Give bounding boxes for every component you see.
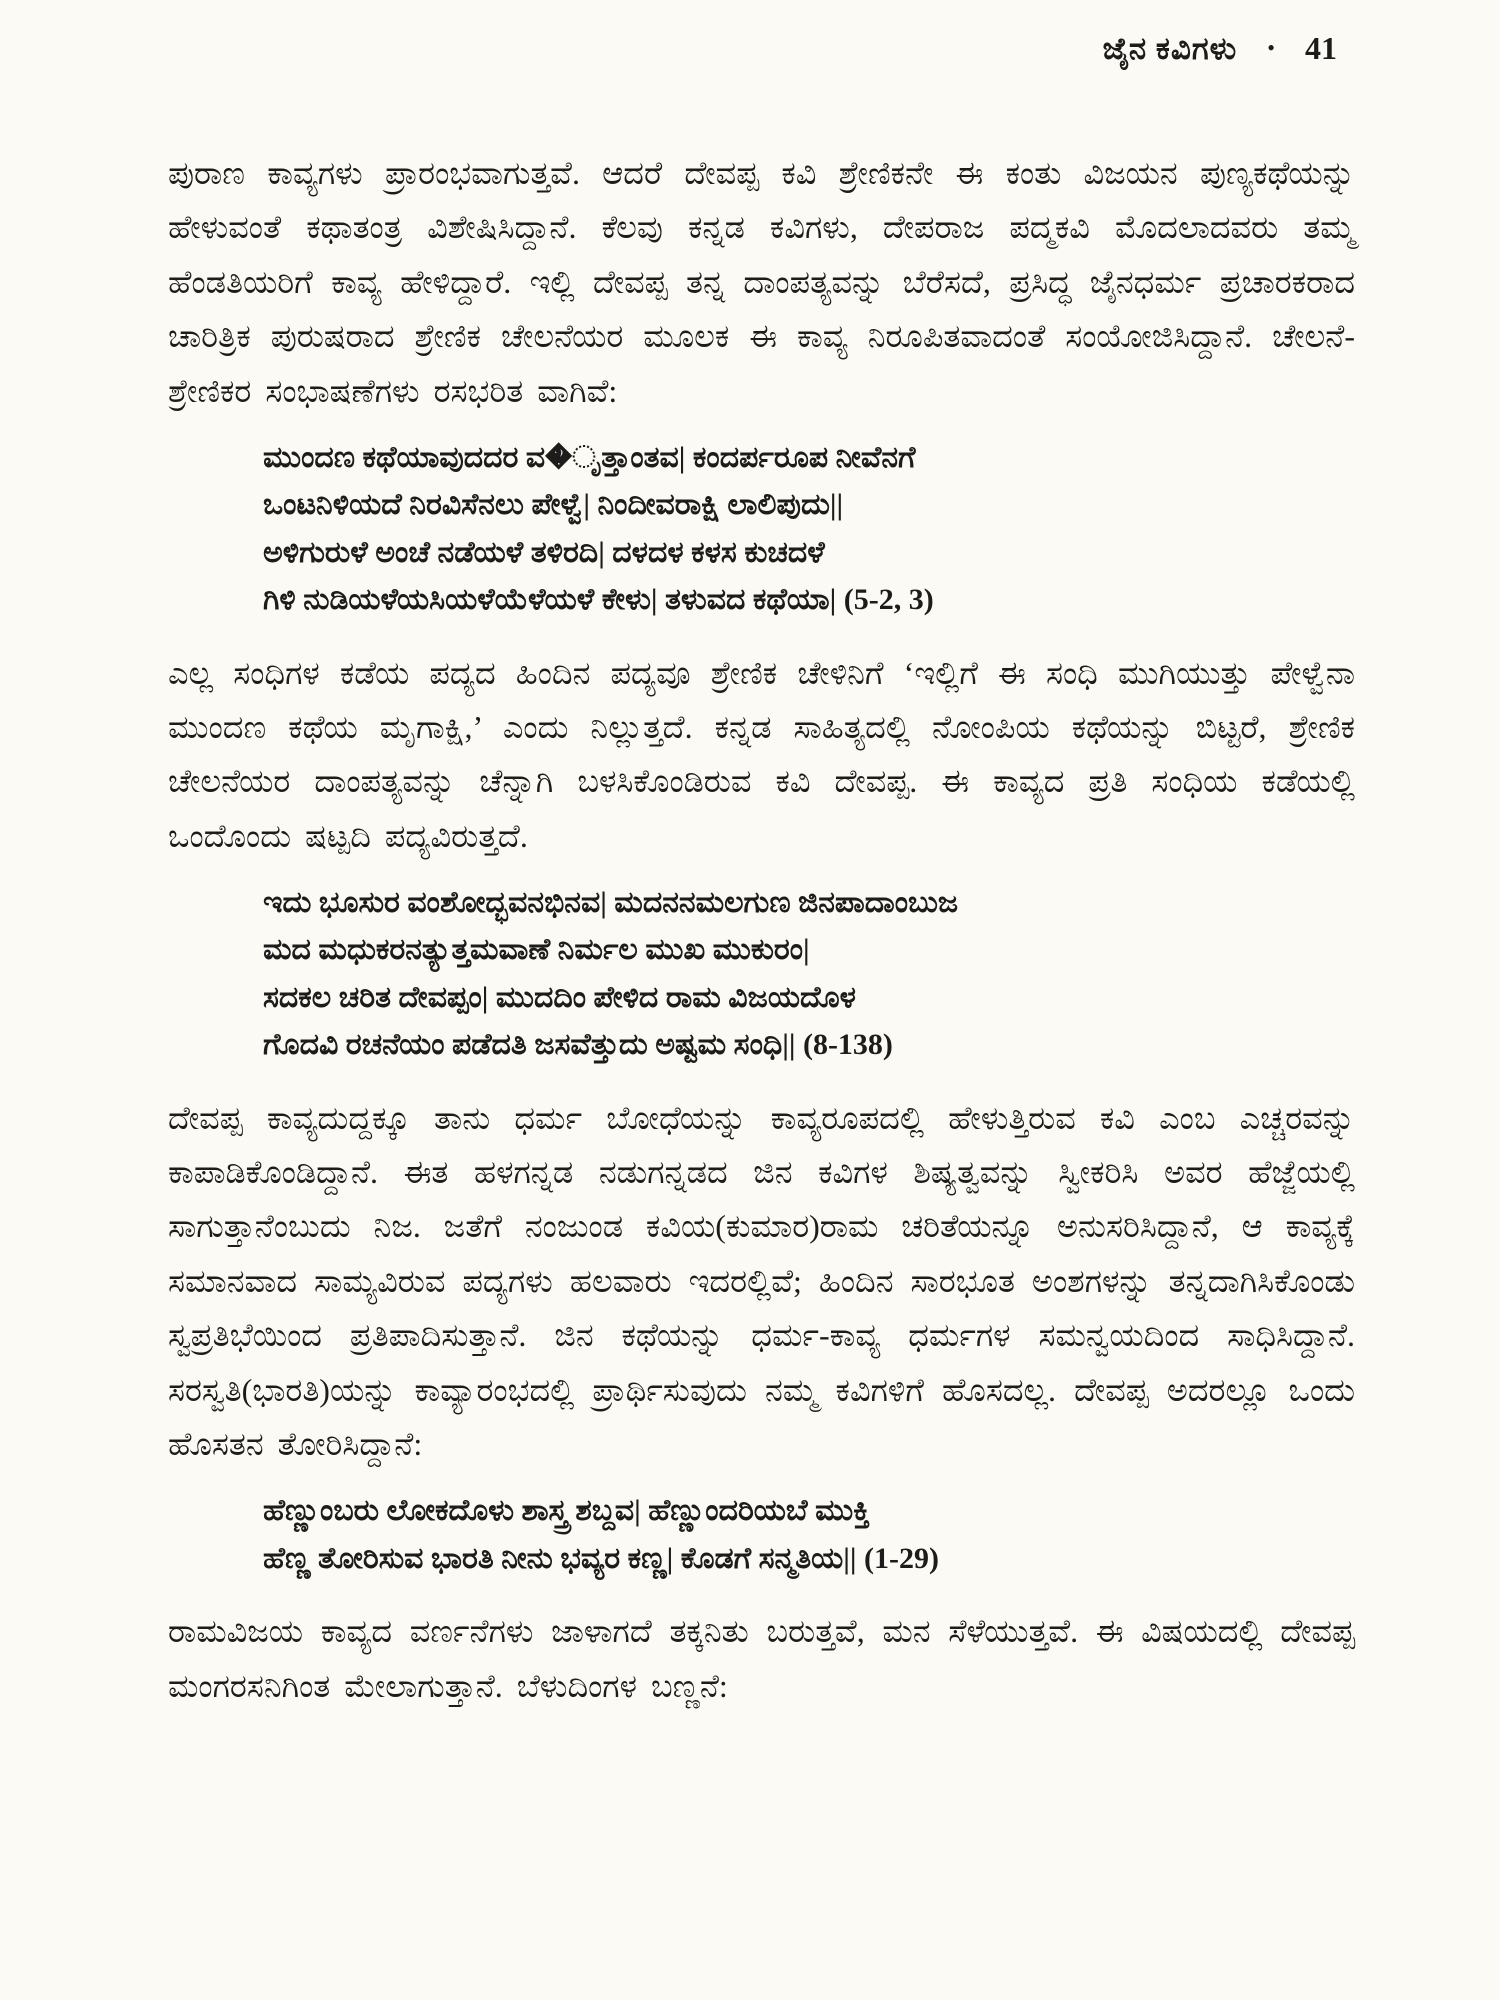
verse-line: ಮದ ಮಧುಕರನತ್ಯುತ್ತಮವಾಣೆ ನಿರ್ಮಲ ಮುಖ ಮುಕುರಂ|	[263, 933, 810, 967]
verse-line: ಅಳಿಗುರುಳೆ ಅಂಚೆ ನಡೆಯಳೆ ತಳಿರದಿ| ದಳದಳ ಕಳಸ ಕುಚದಳೆ	[263, 535, 825, 569]
verse-line: ಹೆಣ್ಣುಂಬರು ಲೋಕದೊಳು ಶಾಸ್ತ್ರ ಶಬ್ದವ| ಹೆಣ್ಣುಂದರಿಯಬೆ ಮುಕ್ತಿ	[263, 1494, 870, 1528]
verse-line: ಇದು ಭೂಸುರ ವಂಶೋದ್ಭವನಭಿನವ| ಮದನನಮಲಗುಣ ಜಿನಪಾದಾಂಬುಜ	[263, 886, 959, 920]
verse-block-1	[263, 434, 1315, 624]
verse-block-2	[263, 879, 1315, 1069]
paragraph-3: ದೇವಪ್ಪ ಕಾವ್ಯದುದ್ದಕ್ಕೂ ತಾನು ಧರ್ಮ ಬೋಧೆಯನ್ನು ಕಾವ್ಯರೂಪದಲ್ಲಿ ಹೇಳುತ್ತಿರುವ ಕವಿ ಎಂಬ ಎಚ್ಚರವನ್ನು ಕಾಪಾಡಿಕೊಂಡಿದ್ದಾನೆ. ಈತ ಹಳಗನ್ನಡ ನಡುಗನ್ನಡದ ಜಿನ ಕವಿಗಳ ಶಿಷ್ಯತ್ವವನ್ನು ಸ್ವೀಕರಿಸಿ ಅವರ ಹೆಜ್ಜೆಯಲ್ಲಿ ಸಾಗುತ್ತಾನೆಂಬುದು ನಿಜ. ಜತೆಗೆ ನಂಜುಂಡ ಕವಿಯ(ಕುಮಾರ)ರಾಮ ಚರಿತೆಯನ್ನೂ ಅನುಸರಿಸಿದ್ದಾನೆ, ಆ ಕಾವ್ಯಕ್ಕೆ ಸಮಾನವಾದ ಸಾಮ್ಯವಿರುವ ಪದ್ಯಗಳು ಹಲವಾರು ಇದರಲ್ಲಿವೆ; ಹಿಂದಿನ ಸಾರಭೂತ ಅಂಶಗಳನ್ನು ತನ್ನದಾಗಿಸಿಕೊಂಡು ಸ್ವಪ್ರತಿಭೆಯಿಂದ ಪ್ರತಿಪಾದಿಸುತ್ತಾನೆ. ಜಿನ ಕಥೆಯನ್ನು ಧರ್ಮ-ಕಾವ್ಯ ಧರ್ಮಗಳ ಸಮನ್ವಯದಿಂದ ಸಾಧಿಸಿದ್ದಾನೆ. ಸರಸ್ವತಿ(ಭಾರತಿ)ಯನ್ನು ಕಾವ್ಯಾರಂಭದಲ್ಲಿ ಪ್ರಾರ್ಥಿಸುವುದು ನಮ್ಮ ಕವಿಗಳಿಗೆ ಹೊಸದಲ್ಲ. ದೇವಪ್ಪ ಅದರಲ್ಲೂ ಒಂದು ಹೊಸತನ ತೋರಿಸಿದ್ದಾನೆ:	[168, 1099, 1355, 1462]
page-header	[168, 30, 1355, 68]
verse-line: ಗೊದವಿ ರಚನೆಯಂ ಪಡೆದತಿ ಜಸವೆತ್ತುದು ಅಷ್ಟಮ ಸಂಧಿ|| (8-138)	[263, 1028, 893, 1062]
bullet-separator: •	[1267, 35, 1275, 60]
paragraph-2: ಎಲ್ಲ ಸಂಧಿಗಳ ಕಡೆಯ ಪದ್ಯದ ಹಿಂದಿನ ಪದ್ಯವೂ ಶ್ರೇಣಿಕ ಚೇಳಿನಿಗೆ ‘ಇಲ್ಲಿಗೆ ಈ ಸಂಧಿ ಮುಗಿಯುತ್ತು ಪೇಳ್ವೆನಾ ಮುಂದಣ ಕಥೆಯ ಮೃಗಾಕ್ಷಿ,’ ಎಂದು ನಿಲ್ಲುತ್ತದೆ. ಕನ್ನಡ ಸಾಹಿತ್ಯದಲ್ಲಿ ನೋಂಪಿಯ ಕಥೆಯನ್ನು ಬಿಟ್ಟರೆ, ಶ್ರೇಣಿಕ ಚೇಲನೆಯರ ದಾಂಪತ್ಯವನ್ನು ಚೆನ್ನಾಗಿ ಬಳಸಿಕೊಂಡಿರುವ ಕವಿ ದೇವಪ್ಪ. ಈ ಕಾವ್ಯದ ಪ್ರತಿ ಸಂಧಿಯ ಕಡೆಯಲ್ಲಿ ಒಂದೊಂದು ಷಟ್ಪದಿ ಪದ್ಯವಿರುತ್ತದೆ.	[168, 654, 1355, 854]
verse-line: ಹೆಣ್ಣ ತೋರಿಸುವ ಭಾರತಿ ನೀನು ಭವ್ಯರ ಕಣ್ಣ| ಕೊಡಗೆ ಸನ್ಮತಿಯ|| (1-29)	[263, 1541, 939, 1575]
verse-line: ಸದಕಲ ಚರಿತ ದೇವಪ್ಪಂ| ಮುದದಿಂ ಪೇಳಿದ ರಾಮ ವಿಜಯದೊಳ	[263, 980, 856, 1014]
verse-block-3	[263, 1487, 1315, 1582]
verse-line: ಗಿಳಿ ನುಡಿಯಳೆಯಸಿಯಳೆಯೆಳೆಯಳೆ ಕೇಳು| ತಳುವದ ಕಥೆಯಾ| (5-2, 3)	[263, 583, 934, 617]
page-number: 41	[1305, 30, 1337, 66]
paragraph-1: ಪುರಾಣ ಕಾವ್ಯಗಳು ಪ್ರಾರಂಭವಾಗುತ್ತವೆ. ಆದರೆ ದೇವಪ್ಪ ಕವಿ ಶ್ರೇಣಿಕನೇ ಈ ಕಂತು ವಿಜಯನ ಪುಣ್ಯಕಥೆಯನ್ನು ಹೇಳುವಂತೆ ಕಥಾತಂತ್ರ ವಿಶೇಷಿಸಿದ್ದಾನೆ. ಕೆಲವು ಕನ್ನಡ ಕವಿಗಳು, ದೇಪರಾಜ ಪದ್ಮಕವಿ ಮೊದಲಾದವರು ತಮ್ಮ ಹೆಂಡತಿಯರಿಗೆ ಕಾವ್ಯ ಹೇಳಿದ್ದಾರೆ. ಇಲ್ಲಿ ದೇವಪ್ಪ ತನ್ನ ದಾಂಪತ್ಯವನ್ನು ಬೆರೆಸದೆ, ಪ್ರಸಿದ್ಧ ಜೈನಧರ್ಮ ಪ್ರಚಾರಕರಾದ ಚಾರಿತ್ರಿಕ ಪುರುಷರಾದ ಶ್ರೇಣಿಕ ಚೇಲನೆಯರ ಮೂಲಕ ಈ ಕಾವ್ಯ ನಿರೂಪಿತವಾದಂತೆ ಸಂಯೋಜಿಸಿದ್ದಾನೆ. ಚೇಲನೆ-ಶ್ರೇಣಿಕರ ಸಂಭಾಷಣೆಗಳು ರಸಭರಿತ ವಾಗಿವೆ:	[168, 155, 1355, 409]
verse-line: ಮುಂದಣ ಕಥೆಯಾವುದದರ ವ�ೃತ್ತಾಂತವ| ಕಂದರ್ಪರೂಪ ನೀವೆನಗೆ	[263, 440, 916, 474]
running-title: ಜೈನ ಕವಿಗಳು	[1102, 31, 1238, 66]
paragraph-4: ರಾಮವಿಜಯ ಕಾವ್ಯದ ವರ್ಣನೆಗಳು ಜಾಳಾಗದೆ ತಕ್ಕನಿತು ಬರುತ್ತವೆ, ಮನ ಸೆಳೆಯುತ್ತವೆ. ಈ ವಿಷಯದಲ್ಲಿ ದೇವಪ್ಪ ಮಂಗರಸನಿಗಿಂತ ಮೇಲಾಗುತ್ತಾನೆ. ಬೆಳುದಿಂಗಳ ಬಣ್ಣನೆ:	[168, 1613, 1355, 1704]
page-body	[168, 146, 1355, 1713]
verse-line: ಒಂಟನಿಳಿಯದೆ ನಿರವಿಸೆನಲು ಪೇಳ್ವೆ| ನಿಂದೀವರಾಕ್ಷಿ ಲಾಲಿಪುದು||	[263, 488, 844, 522]
